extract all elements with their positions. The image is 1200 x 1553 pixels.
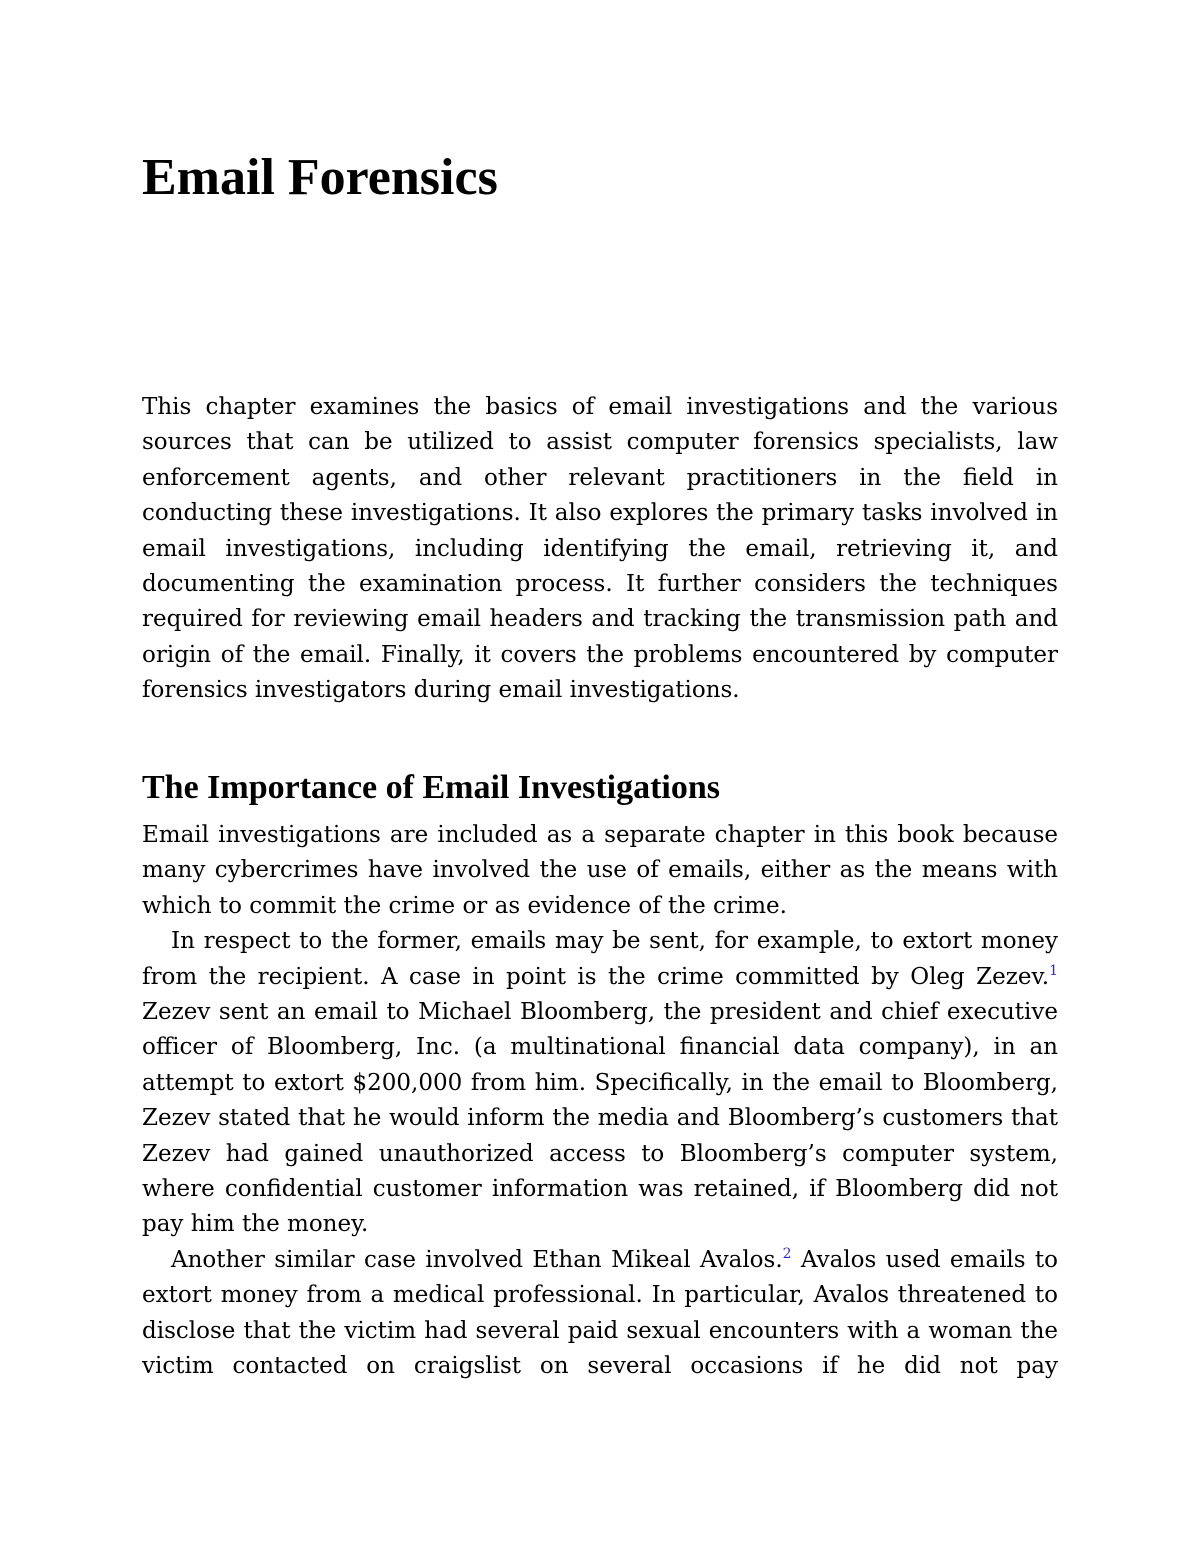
section-paragraph-3 — [142, 1243, 1058, 1385]
section-importance-of-email-investigations — [142, 766, 1058, 1385]
footnote-link-2[interactable]: 2 — [782, 1245, 792, 1262]
chapter-introduction — [142, 390, 1058, 709]
section-heading: The Importance of Email Investigations — [142, 769, 720, 806]
paragraph-text: Avalos used emails to extort money from a medical professional. In particular, Avalos threatened to disclose that the victim had several paid sexual encounters with a woman the victim contacted on craigslist on several occasions if he did not pay — [142, 1246, 1059, 1380]
section-paragraph-2 — [142, 924, 1058, 1243]
paragraph-text: In respect to the former, emails may be sent, for example, to extort money from the recipient. A case in point is the crime committed by Oleg Zezev. — [142, 928, 1058, 990]
paragraph-text: Zezev sent an email to Michael Bloomberg, the president and chief executive officer of Bloomberg, Inc. (a multinational financial data company), in an attempt to extort $200,000 from him. Specifically, in the email to Bloomberg, Zezev stated that he would inform the media and Bloomberg’s customers that Zezev had gained unauthorized access to Bloomberg’s computer system, where confidential customer information was retained, if Bloomberg did not pay him the money. — [142, 999, 1058, 1238]
footnote-link-1[interactable]: 1 — [1049, 962, 1058, 979]
paragraph-text: Another similar case involved Ethan Mikeal Avalos. — [171, 1246, 783, 1273]
intro-paragraph: This chapter examines the basics of email investigations and the various sources that can be utilized to assist computer forensics specialists, law enforcement agents, and other relevant practitioners in the field in conducting these investigations. It also explores the primary tasks involved in email investigations, including identifying the email, retrieving it, and documenting the examination process. It further considers the techniques required for reviewing email headers and tracking the transmission path and origin of the email. Finally, it covers the problems encountered by computer forensics investigators during email investigations. — [142, 394, 1058, 704]
section-paragraph-1: Email investigations are included as a separate chapter in this book because many cybercrimes have involved the use of emails, either as the means with which to commit the crime or as evidence of the crime. — [142, 822, 1058, 919]
chapter-title: Email Forensics — [142, 149, 498, 206]
